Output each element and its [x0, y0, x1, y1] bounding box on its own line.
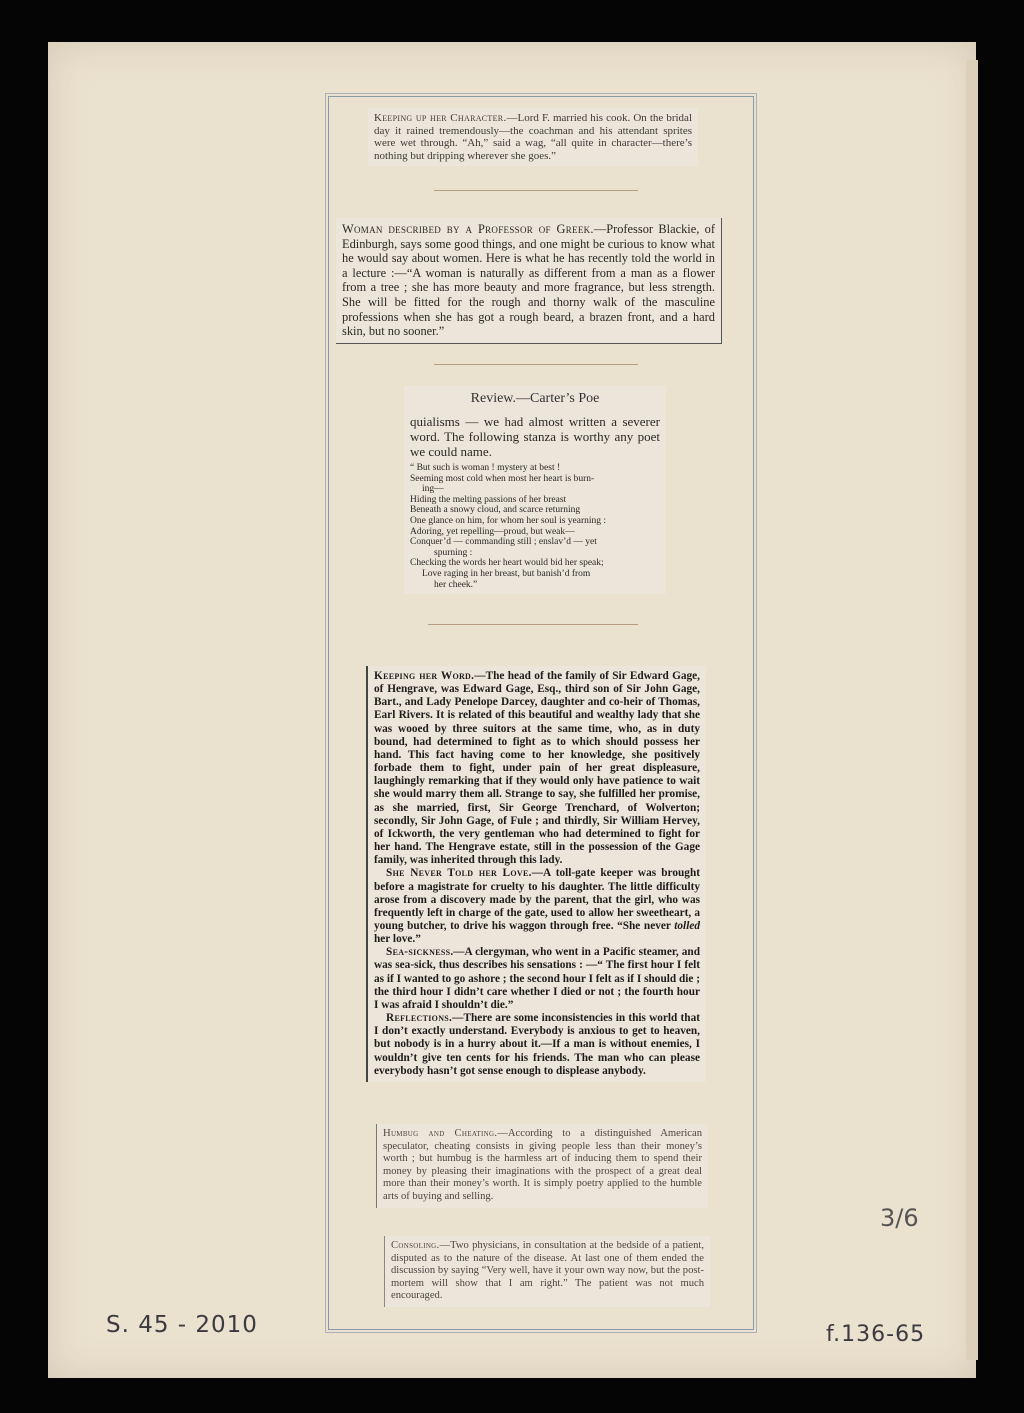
clipping-body: —According to a distinguished American speculator, cheating consists in giving people less than their money’s worth ; but humbug is the harmless art of inducing them to spend their money by pleasing their imaginations with the prospect of a great deal more than their money’s worth. It is simply poetry applied to the humble arts of buying and selling. [383, 1128, 702, 1202]
clipping-body: —Lord F. married his cook. On the bridal day it rained tremendously—the coachman and his attendant sprites were wet through. “Ah,” said a wag, “all quite in character—there’s nothing but dripping wherever she goes.” [374, 112, 692, 162]
clipping-heading: Keeping her Word. [374, 670, 475, 682]
clipping-body: —A toll-gate keeper was brought before a magistrate for cruelty to his daughter. The little difficulty arose from a discovery made by the parent, that the girl, who was frequently left in charge of the gate, used to allow her sweetheart, a young butcher, to drive his waggon through free. “She never [374, 867, 700, 932]
clipping-keeping-up-character [368, 108, 698, 166]
clipping-woman-described [336, 218, 722, 344]
clipping-body: —The head of the family of Sir Edward Gage, of Hengrave, was Edward Gage, Esq., third son of Sir John Gage, Bart., and Lady Penelope Darcey, daughter and co-heir of Thomas, Earl Rivers. It is related of this beautiful and wealthy lady that she was wooed by three suitors at the same time, who, as in duty bound, had determined to fight as to which should possess her hand. This fact having come to her knowledge, she positively forbade them to fight, under pain of her great displeasure, laughingly remarking that if they would only have patience to wait she would marry them all. Strange to say, she fulfilled her promise, as she married, first, Sir George Trenchard, of Wolverton; secondly, Sir John Gage, of Fule ; and thirdly, Sir William Hervey, of Ickworth, the very gentleman who had determined to fight for her hand. The Hengrave estate, still in the possession of the Gage family, was inherited through this lady. [374, 670, 700, 867]
poem-line: Conquer’d — commanding still ; enslav’d — yet [410, 537, 597, 548]
poem-line: Seeming most cold when most her heart is burn- [410, 473, 595, 484]
clipping-heading: Woman described by a Professor of Greek. [342, 222, 594, 236]
clipping-heading: Keeping up her Character. [374, 112, 507, 124]
price-mark: 3/6 [880, 1204, 919, 1232]
clipping-heading: Consoling. [391, 1240, 440, 1251]
clipping-consoling [384, 1236, 710, 1307]
clipping-body: —There are some inconsistencies in this world that I don’t exactly understand. Everybody is anxious to get to heaven, but nobody is in a hurry about it.—If a man is without enemies, I wouldn’t give ten cents for his friends. The man who can please everybody hasn’t got sense enough to displease anybody. [374, 1012, 700, 1077]
poem-line: Hiding the melting passions of her breast [410, 494, 567, 505]
clipping-review [404, 386, 666, 594]
poem-line: ing— [422, 484, 444, 495]
clipping-heading: Reflections. [386, 1012, 453, 1025]
poem-line: her cheek.” [434, 579, 478, 590]
clipping-emphasis: tolled [674, 919, 700, 932]
clipping-heading: Humbug and Cheating. [383, 1128, 498, 1139]
accession-number: S. 45 - 2010 [106, 1312, 258, 1338]
clipping-body: —Professor Blackie, of Edinburgh, says some good things, and one might be curious to know what he would say about women. Here is what he has recently told the world in a lecture :—“A woman is naturally as different from a man as a flower from a tree ; she has more beauty and more fragrance, but less strength. She will be fitted for the rough and thorny walk of the masculine professions when she has got a rough beard, a brazen front, and a hard skin, but no sooner.” [342, 222, 716, 339]
clipping-humbug-cheating [376, 1124, 708, 1208]
poem-line: One glance on him, for whom her soul is yearning : [410, 515, 607, 526]
poem-line: Checking the words her heart would bid her speak; [410, 558, 604, 569]
poem-line: “ But such is woman ! mystery at best ! [410, 463, 561, 473]
page-edge [966, 60, 978, 1360]
clipping-body: .—A clergyman, who went in a Pacific steamer, and was sea-sick, thus describes his sensations : —“ The first hour I felt as if I wanted to go ashore ; the second hour I felt as if I should die ; the third hour I didn’t care whether I died or not ; the fourth hour I was afraid I shouldn’t die.” [374, 946, 700, 1011]
clipping-keeping-her-word [366, 666, 706, 1082]
clipping-body: her love.” [374, 933, 421, 946]
poem-line: Beneath a snowy cloud, and scarce returning [410, 505, 581, 516]
folio-number: f.136-65 [826, 1322, 926, 1347]
review-body: quialisms — we had almost written a severer word. The following stanza is worthy any poet we could name. [410, 414, 660, 459]
divider [434, 190, 638, 191]
clipping-heading: She Never Told her Love. [386, 867, 532, 880]
clipping-heading: Sea-sickness [386, 946, 451, 959]
poem-stanza [410, 463, 660, 590]
poem-line: Adoring, yet repelling—proud, but weak— [410, 526, 575, 537]
divider [428, 624, 638, 625]
divider [434, 364, 638, 365]
poem-line: spurning : [434, 547, 473, 558]
poem-line: Love raging in her breast, but banish’d from [422, 568, 591, 579]
review-title: Review.—Carter’s Poe [470, 391, 600, 406]
clipping-body: —Two physicians, in consultation at the bedside of a patient, disputed as to the nature of the disease. At last one of them ended the discussion by saying “Very well, have it your own way now, but the post-mortem will show that I am right.” The patient was not much encouraged. [391, 1240, 704, 1302]
